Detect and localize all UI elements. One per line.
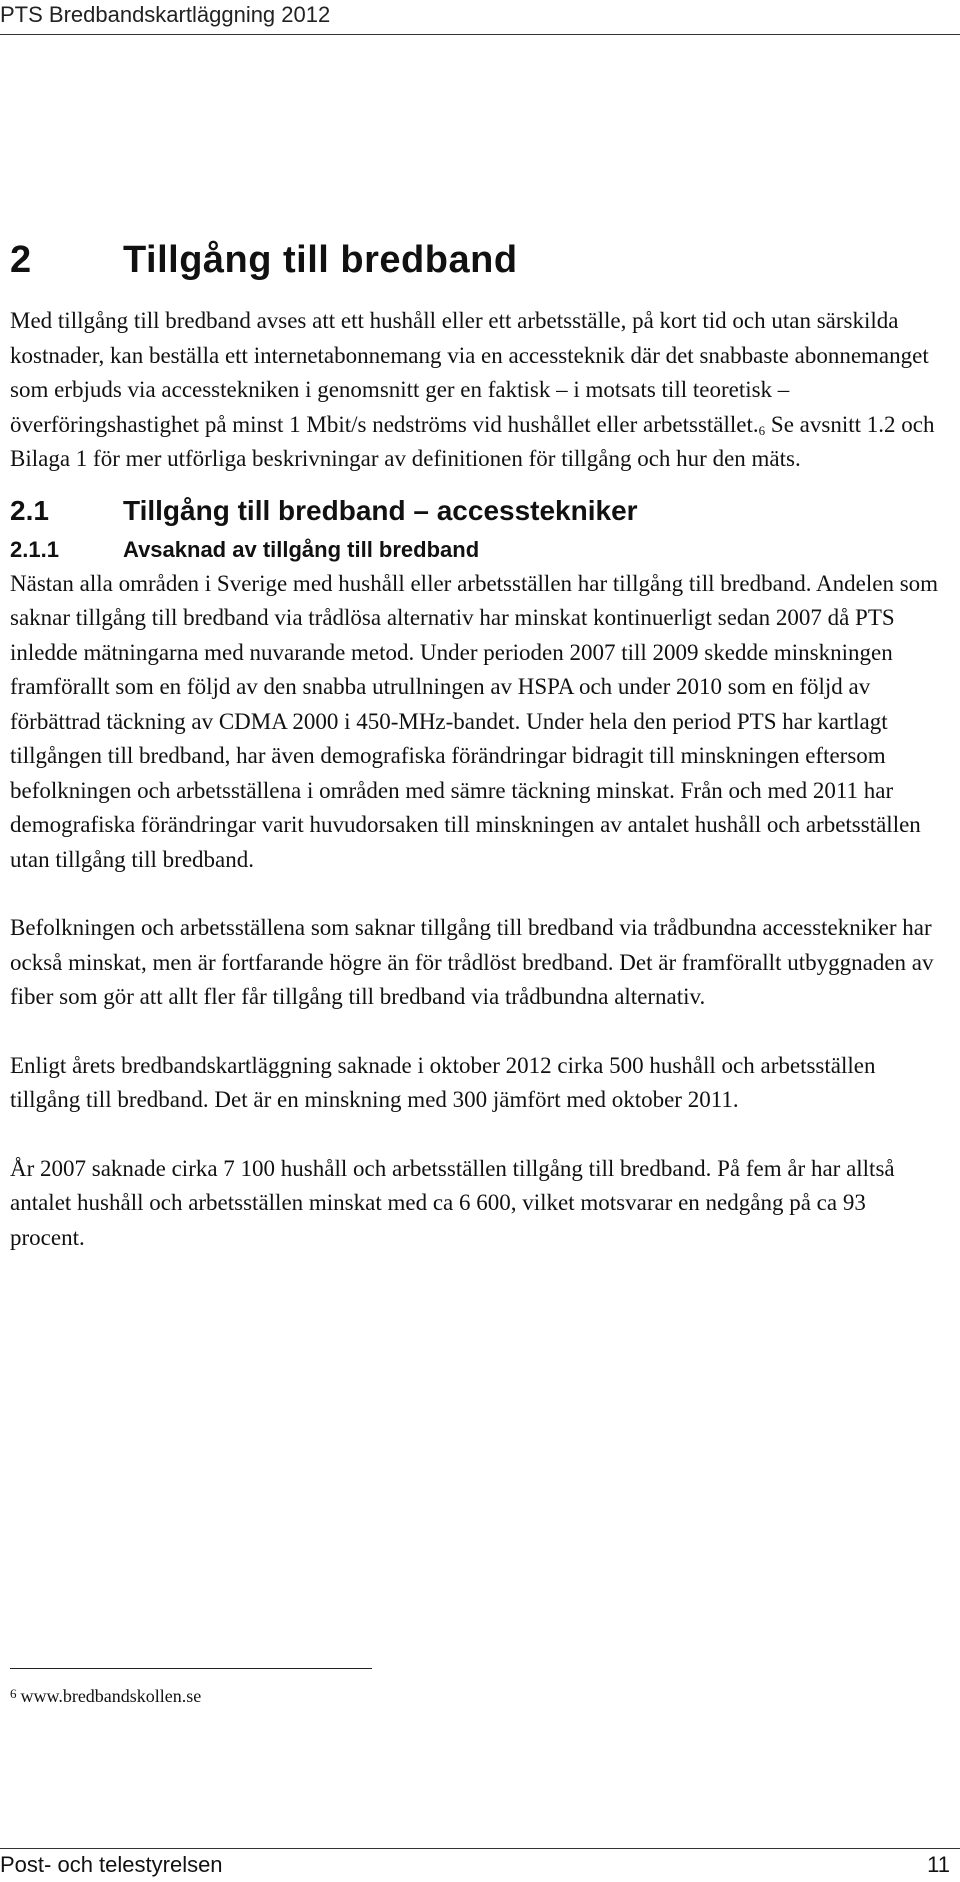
footnote xyxy=(10,1686,201,1707)
intro-text: Med tillgång till bredband avses att ett hushåll eller ett arbetsställe, på kort tid och utan särskilda kostnader, kan beställa ett internetabonnemang via en accessteknik där det snabbaste abonnemanget som erbjuds via accesstekniken i genomsnitt ger en faktisk – i motsats till teoretisk – överföringshastighet på minst 1 Mbit/s nedströms vid hushållet eller arbetsstället. xyxy=(10,308,929,437)
section-number: 2.1 xyxy=(10,494,49,526)
footnote-ref[interactable]: 6 xyxy=(758,422,766,438)
intro-paragraph xyxy=(10,304,945,477)
subsection-title: Avsaknad av tillgång till bredband xyxy=(123,536,480,562)
subsection-number: 2.1.1 xyxy=(10,536,59,562)
body-paragraph: År 2007 saknade cirka 7 100 hushåll och arbetsställen tillgång till bredband. På fem år har alltså antalet hushåll och arbetsställen minskat med ca 6 600, vilket motsvarar en nedgång på ca 93 procent. xyxy=(10,1155,895,1250)
footnote-divider xyxy=(10,1668,372,1669)
page-number: 11 xyxy=(927,1852,950,1877)
body-paragraph: Befolkningen och arbetsställena som saknar tillgång till bredband via trådbundna accesstekniker har också minskat, men är fortfarande högre än för trådlöst bredband. Det är framförallt utbyggnaden av fiber som gör att allt fler får tillgång till bredband via trådbundna alternativ. xyxy=(10,915,934,1009)
chapter-heading xyxy=(10,230,945,290)
body-paragraph: Enligt årets bredbandskartläggning saknade i oktober 2012 cirka 500 hushåll och arbetsställen tillgång till bredband. Det är en minskning med 300 jämfört med oktober 2011. xyxy=(10,1052,876,1112)
footer-publisher: Post- och telestyrelsen xyxy=(0,1852,223,1877)
running-footer xyxy=(0,1848,960,1882)
page-content xyxy=(10,230,945,1255)
chapter-title: Tillgång till bredband xyxy=(123,239,518,281)
section-heading xyxy=(10,489,945,533)
intro-text-after: Se avsnitt 1.2 och Bilaga 1 för mer utförliga beskrivningar av definitionen för tillgång och hur den mäts. xyxy=(10,411,935,471)
running-header xyxy=(0,0,960,35)
body-paragraph: Nästan alla områden i Sverige med hushåll eller arbetsställen har tillgång till bredband. Andelen som saknar tillgång till bredband via trådlösa alternativ har minskat kontinuerligt sedan 2007 då PTS inledde mätningarna med nuvarande metod. Under perioden 2007 till 2009 skedde minskningen framförallt som en följd av den snabba utrullningen av HSPA och under 2010 som en följd av förbättrad täckning av CDMA 2000 i 450-MHz-bandet. Under hela den period PTS har kartlagt tillgången till bredband, har även demografiska förändringar bidragit till minskningen eftersom befolkningen och arbetsställena i områden med sämre täckning minskat. Från och med 2011 har demografiska förändringar varit huvudorsaken till minskningen av antalet hushåll och arbetsställen utan tillgång till bredband. xyxy=(10,570,939,872)
header-title: PTS Bredbandskartläggning 2012 xyxy=(0,2,331,27)
footnote-text[interactable]: www.bredbandskollen.se xyxy=(20,1686,202,1706)
chapter-number: 2 xyxy=(10,239,32,281)
footnote-mark: 6 xyxy=(10,1686,17,1701)
section-title: Tillgång till bredband – accesstekniker xyxy=(123,494,638,526)
subsection-heading xyxy=(10,533,945,567)
